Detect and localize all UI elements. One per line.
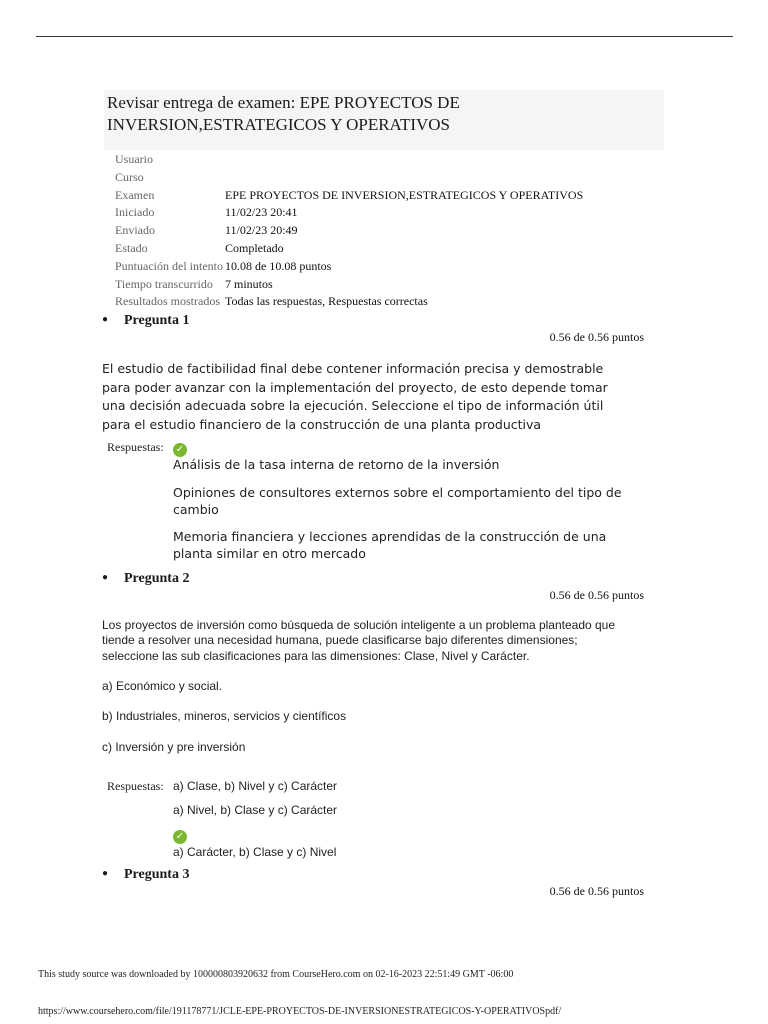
question-2-option: c) Inversión y pre inversión bbox=[102, 740, 246, 754]
meta-row-iniciado bbox=[115, 204, 583, 222]
meta-value bbox=[225, 151, 583, 169]
top-divider bbox=[36, 36, 733, 37]
answers-label: Respuestas: bbox=[107, 440, 164, 454]
meta-label: Curso bbox=[115, 169, 144, 184]
meta-value: 11/02/23 20:41 bbox=[225, 205, 298, 220]
question-1-text: El estudio de factibilidad final debe contener información precisa y demostrable para poder avanzar con la implementación del proyecto, de esto depende tomar una decisión adecuada sobre la ejecución. Seleccione el tipo de información útil para el estudio financiero de la construcción de una planta productiva bbox=[102, 361, 608, 432]
meta-label: Tiempo transcurrido bbox=[115, 276, 213, 291]
meta-label: Usuario bbox=[115, 152, 153, 166]
answer-option: Opiniones de consultores externos sobre el comportamiento del tipo de cambio bbox=[173, 485, 622, 517]
meta-label: Resultados mostrados bbox=[115, 294, 220, 309]
meta-row-estado bbox=[115, 240, 583, 258]
answer-option: a) Carácter, b) Clase y c) Nivel bbox=[173, 845, 337, 859]
bullet-icon: ● bbox=[102, 572, 109, 583]
meta-row-examen bbox=[115, 187, 583, 205]
bullet-icon: ● bbox=[102, 868, 109, 879]
meta-row-enviado bbox=[115, 222, 583, 240]
meta-value: 11/02/23 20:49 bbox=[225, 223, 298, 238]
question-title: Pregunta 1 bbox=[124, 313, 190, 328]
meta-label: Estado bbox=[115, 240, 148, 255]
answer-option: Memoria financiera y lecciones aprendidas de la construcción de una planta similar en otro mercado bbox=[173, 529, 607, 561]
meta-row-tiempo bbox=[115, 276, 583, 294]
bullet-icon: ● bbox=[102, 314, 109, 325]
answer-option: a) Clase, b) Nivel y c) Carácter bbox=[173, 779, 338, 793]
meta-row-usuario bbox=[115, 151, 583, 169]
meta-row-curso bbox=[115, 169, 583, 187]
question-1-heading bbox=[102, 313, 189, 329]
question-2-text: Los proyectos de inversión como búsqueda de solución inteligente a un problema planteado que tiende a resolver una necesidad humana, puede clasificarse bajo diferentes dimensiones; seleccione las sub clasificaciones para las dimensiones: Clase, Nivel y Carácter. bbox=[102, 618, 616, 663]
download-notice: This study source was downloaded by 100000803920632 from CourseHero.com on 02-16-2023 22:51:49 GMT -06:00 bbox=[38, 969, 514, 980]
question-title: Pregunta 3 bbox=[124, 867, 190, 882]
question-3-heading bbox=[102, 867, 189, 883]
meta-row-resultados bbox=[115, 293, 583, 311]
question-3-points: 0.56 de 0.56 puntos bbox=[549, 884, 644, 898]
correct-check-icon: ✓ bbox=[173, 439, 187, 457]
meta-label: Enviado bbox=[115, 223, 155, 238]
meta-value: 10.08 de 10.08 puntos bbox=[225, 258, 332, 273]
question-1-points: 0.56 de 0.56 puntos bbox=[549, 330, 644, 344]
correct-check-icon: ✓ bbox=[173, 826, 187, 844]
answer-option: Análisis de la tasa interna de retorno de la inversión bbox=[173, 457, 500, 472]
meta-value: Todas las respuestas, Respuestas correctas bbox=[225, 294, 428, 309]
meta-value bbox=[225, 169, 583, 187]
page-title: Revisar entrega de examen: EPE PROYECTOS DE INVERSION,ESTRATEGICOS Y OPERATIVOS bbox=[107, 93, 460, 134]
meta-label: Iniciado bbox=[115, 205, 155, 220]
meta-label: Examen bbox=[115, 187, 155, 202]
meta-value: 7 minutos bbox=[225, 276, 273, 291]
source-url[interactable]: https://www.coursehero.com/file/191178771/JCLE-EPE-PROYECTOS-DE-INVERSIONESTRATEGICOS-Y-OPERATIVOSpdf/ bbox=[38, 1006, 562, 1017]
meta-value: EPE PROYECTOS DE INVERSION,ESTRATEGICOS Y OPERATIVOS bbox=[225, 187, 584, 202]
meta-label: Puntuación del intento bbox=[115, 258, 223, 273]
answer-option: a) Nivel, b) Clase y c) Carácter bbox=[173, 803, 338, 817]
question-2-heading bbox=[102, 571, 189, 587]
question-2-option: a) Económico y social. bbox=[102, 679, 223, 693]
question-2-points: 0.56 de 0.56 puntos bbox=[549, 588, 644, 602]
meta-value: Completado bbox=[225, 240, 284, 255]
meta-row-puntuacion bbox=[115, 258, 583, 276]
answers-label: Respuestas: bbox=[107, 779, 164, 793]
question-title: Pregunta 2 bbox=[124, 571, 190, 586]
question-2-option: b) Industriales, mineros, servicios y científicos bbox=[102, 709, 347, 723]
attempt-details-table bbox=[115, 151, 583, 311]
